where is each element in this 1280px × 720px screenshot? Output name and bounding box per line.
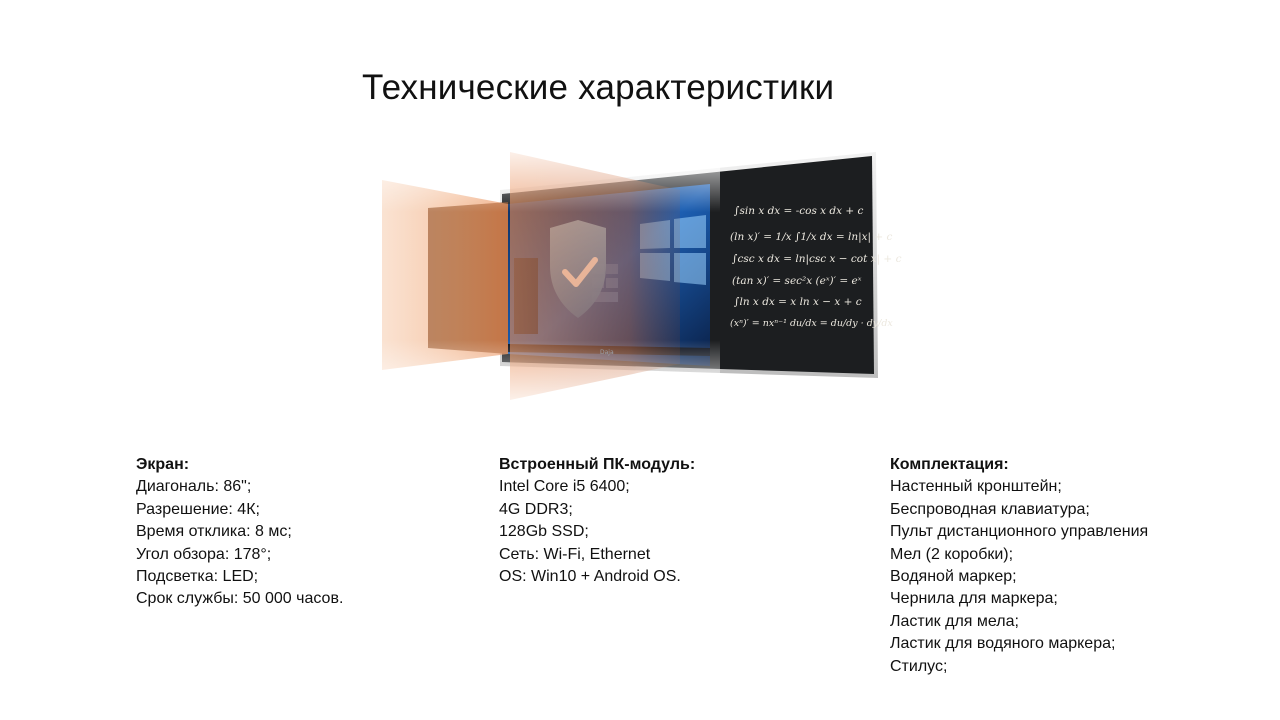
screen-specs-heading: Экран: (136, 456, 190, 473)
package-item: Чернила для маркера; (890, 590, 1058, 608)
spec-line: Диагональ: 86"; (136, 478, 252, 496)
svg-text:∫csc x dx = ln|csc x − cot x|: ∫csc x dx = ln|csc x − cot x| + c (732, 253, 902, 265)
spec-line: Подсветка: LED; (136, 568, 259, 586)
screen-specs (136, 454, 343, 611)
package-item: Пульт дистанционного управления (890, 523, 1149, 541)
spec-line: Intel Core i5 6400; (499, 478, 630, 496)
package-item: Ластик для водяного маркера; (890, 635, 1116, 653)
package-item: Беспроводная клавиатура; (890, 500, 1090, 518)
pc-module-heading: Встроенный ПК-модуль: (499, 456, 696, 473)
svg-text:∫ln x dx = x ln x − x + c: ∫ln x dx = x ln x − x + c (734, 296, 862, 308)
smart-blackboard-image (380, 148, 902, 404)
package-item: Водяной маркер; (890, 568, 1017, 586)
pc-module-specs (499, 454, 695, 588)
svg-text:∫sin x dx = -cos x dx + c: ∫sin x dx = -cos x dx + c (734, 205, 864, 217)
svg-text:(xⁿ)′ = nxⁿ⁻¹ du/dx = du/dy: (xⁿ)′ = nxⁿ⁻¹ du/dx = du/dy · dy/dx (730, 318, 893, 329)
svg-text:(ln x)′ = 1/x ∫1/x dx = ln|x: (ln x)′ = 1/x ∫1/x dx = ln|x| + c (730, 231, 893, 243)
package-item: Настенный кронштейн; (890, 478, 1062, 496)
spec-line: Угол обзора: 178°; (136, 545, 272, 563)
spec-line: OS: Win10 + Android OS. (499, 568, 681, 586)
package-contents (890, 454, 1148, 678)
spec-line: 4G DDR3; (499, 500, 573, 518)
spec-line: 128Gb SSD; (499, 523, 589, 541)
spec-line: Время отклика: 8 мс; (136, 523, 292, 541)
spec-line: Разрешение: 4К; (136, 500, 260, 518)
svg-text:(tan x)′ = sec²x (eˣ)′ = eˣ: (tan x)′ = sec²x (eˣ)′ = eˣ (732, 275, 862, 287)
spec-line: Срок службы: 50 000 часов. (136, 590, 344, 608)
svg-text:Daja: Daja (600, 349, 614, 356)
package-item: Ластик для мела; (890, 612, 1019, 630)
package-item: Стилус; (890, 657, 948, 675)
slide-title: Технические характеристики (362, 68, 835, 107)
package-item: Мел (2 коробки); (890, 545, 1014, 563)
spec-line: Сеть: Wi-Fi, Ethernet (499, 545, 651, 563)
package-contents-heading: Комплектация: (890, 456, 1009, 473)
